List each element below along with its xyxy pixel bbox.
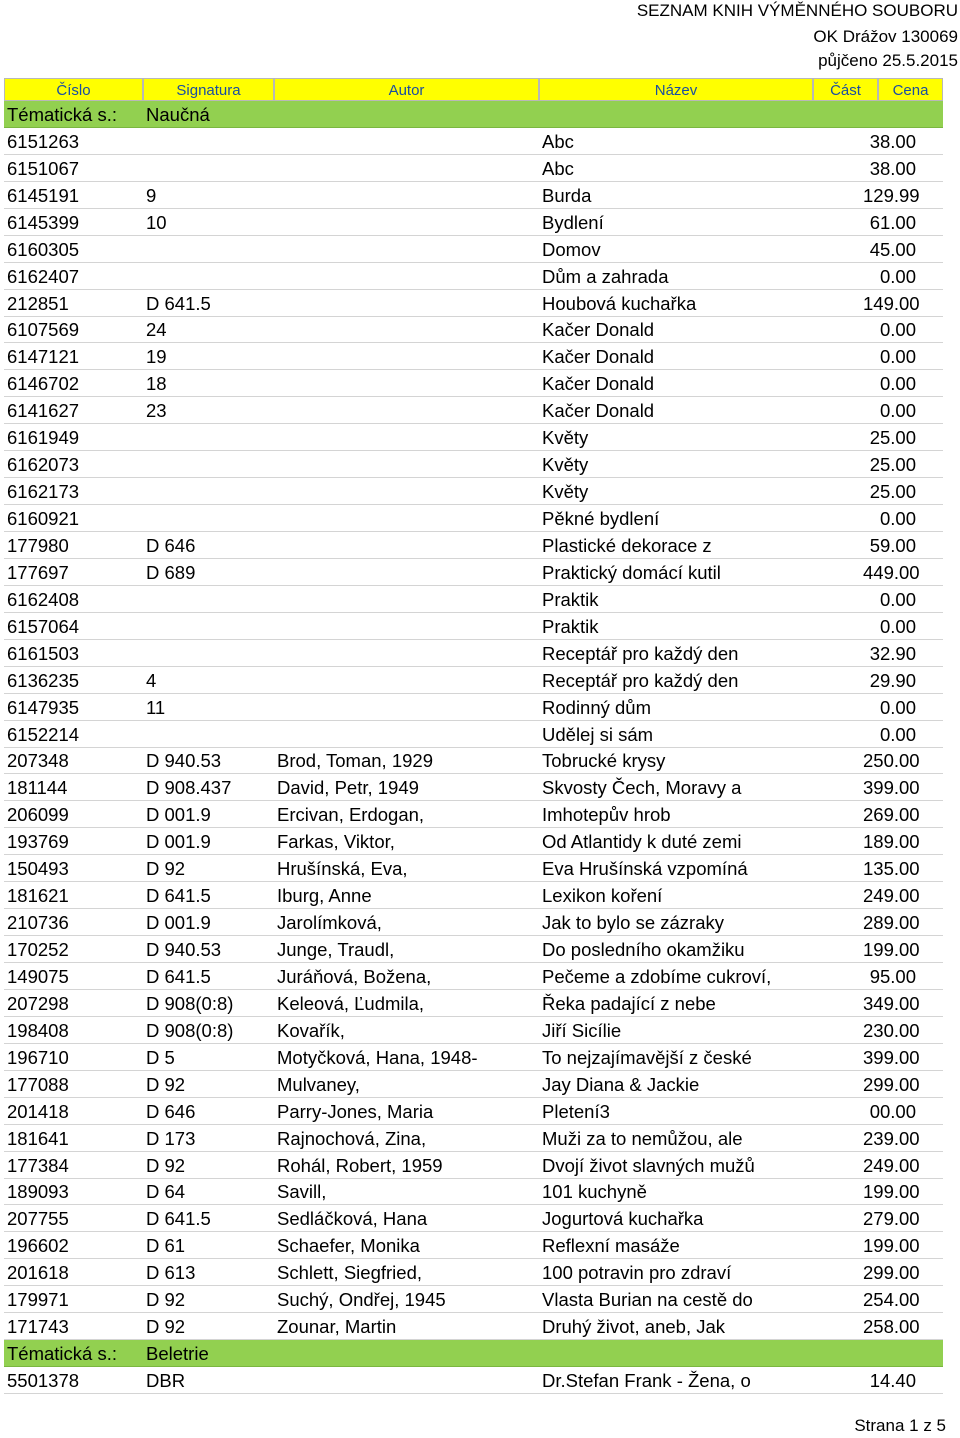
cell-signatura: D 641.5 bbox=[146, 885, 211, 907]
cell-nazev: Od Atlantidy k duté zemi bbox=[542, 831, 742, 853]
cell-cislo: 206099 bbox=[7, 804, 69, 826]
cell-autor: Ercivan, Erdogan, bbox=[277, 804, 425, 826]
cell-cislo: 149075 bbox=[7, 965, 69, 987]
cell-autor: Brod, Toman, 1929 bbox=[277, 750, 433, 772]
cell-cislo: 181144 bbox=[7, 777, 68, 799]
cell-autor bbox=[274, 207, 539, 208]
cell-cena: 25.00 bbox=[869, 454, 916, 476]
cell-signatura: D 92 bbox=[146, 1316, 186, 1338]
cell-autor bbox=[274, 665, 539, 666]
cell-cislo: 179971 bbox=[7, 1289, 69, 1311]
cell-autor bbox=[274, 719, 539, 720]
table-row bbox=[4, 613, 943, 640]
cell-nazev: Jogurtová kuchařka bbox=[542, 1208, 704, 1230]
cell-nazev: Eva Hrušínská vzpomíná bbox=[542, 858, 748, 880]
cell-nazev: Plastické dekorace z bbox=[542, 534, 712, 556]
cell-nazev: Květy bbox=[542, 454, 589, 476]
cell-nazev: Jiří Sicílie bbox=[542, 1019, 622, 1041]
cell-signatura: D 92 bbox=[146, 1289, 186, 1311]
cell-cena: 0.00 bbox=[879, 373, 916, 395]
cell-signatura: 11 bbox=[146, 696, 166, 718]
cell-signatura bbox=[143, 449, 274, 450]
cell-nazev: Květy bbox=[542, 481, 589, 503]
cell-autor bbox=[274, 692, 539, 693]
cell-signatura bbox=[143, 261, 274, 262]
table-row bbox=[4, 855, 943, 882]
cell-signatura: D 001.9 bbox=[146, 831, 211, 853]
cell-cena: 0.00 bbox=[879, 265, 916, 287]
cell-signatura bbox=[143, 180, 274, 181]
table-row bbox=[4, 1232, 943, 1259]
cell-cislo: 177697 bbox=[7, 561, 69, 583]
cell-signatura: D 641.5 bbox=[146, 292, 211, 314]
cell-autor: Parry-Jones, Maria bbox=[277, 1100, 434, 1122]
cell-cislo: 177088 bbox=[7, 1073, 69, 1095]
cell-cena: 250.00 bbox=[863, 750, 920, 772]
cell-cislo: 6162407 bbox=[7, 265, 80, 287]
cell-nazev: Dr.Stefan Frank - Žena, o bbox=[542, 1370, 751, 1391]
cell-signatura: D 92 bbox=[146, 858, 186, 880]
section-header-row bbox=[4, 101, 943, 128]
table-row bbox=[4, 667, 943, 694]
cell-cena: 269.00 bbox=[863, 804, 920, 826]
cell-cislo: 6145191 bbox=[7, 184, 80, 206]
column-header-cena: Cena bbox=[878, 78, 943, 101]
table-row bbox=[4, 748, 943, 775]
cell-signatura: DBR bbox=[146, 1370, 186, 1391]
cell-nazev: Do posledního okamžiku bbox=[542, 939, 745, 960]
table-row bbox=[4, 317, 943, 344]
cell-cena: 0.00 bbox=[879, 346, 916, 368]
cell-cislo: 181621 bbox=[7, 885, 69, 907]
cell-cena: 14.40 bbox=[869, 1370, 916, 1391]
table-row bbox=[4, 882, 943, 909]
cell-nazev: Pěkné bydlení bbox=[542, 508, 660, 529]
table-row bbox=[4, 801, 943, 828]
cell-nazev: Kačer Donald bbox=[542, 346, 655, 368]
cell-cislo: 212851 bbox=[7, 292, 69, 314]
cell-autor bbox=[274, 315, 539, 316]
cell-signatura: D 001.9 bbox=[146, 912, 211, 934]
table-row bbox=[4, 1071, 943, 1098]
cell-autor bbox=[274, 234, 539, 235]
section-label: Tématická s.: bbox=[7, 103, 117, 125]
cell-cislo: 6136235 bbox=[7, 669, 80, 691]
cell-cislo: 6160921 bbox=[7, 508, 80, 529]
cell-cena: 258.00 bbox=[863, 1316, 920, 1338]
cell-autor bbox=[274, 288, 539, 289]
cell-cislo: 6160305 bbox=[7, 238, 80, 260]
cell-cislo: 177384 bbox=[7, 1154, 69, 1176]
table-row bbox=[4, 478, 943, 505]
cell-cena: 0.00 bbox=[879, 723, 916, 745]
cell-signatura bbox=[143, 288, 274, 289]
cell-cena: 45.00 bbox=[869, 238, 916, 260]
cell-cena: 0.00 bbox=[879, 615, 916, 637]
table-row bbox=[4, 721, 943, 748]
cell-nazev: 101 kuchyně bbox=[542, 1181, 647, 1203]
cell-cislo: 201418 bbox=[7, 1100, 69, 1122]
cell-cena: 38.00 bbox=[869, 130, 916, 152]
cell-signatura: D 92 bbox=[146, 1154, 186, 1176]
table-row bbox=[4, 828, 943, 855]
cell-cislo: 6107569 bbox=[7, 319, 80, 341]
section-header-row bbox=[4, 1340, 943, 1367]
cell-nazev: Bydlení bbox=[542, 211, 604, 233]
table-row bbox=[4, 640, 943, 667]
cell-nazev: Kačer Donald bbox=[542, 373, 655, 395]
table-row bbox=[4, 263, 943, 290]
column-header-autor: Autor bbox=[274, 78, 539, 101]
cell-signatura: D 689 bbox=[146, 561, 196, 583]
cell-autor: Iburg, Anne bbox=[277, 885, 372, 907]
cell-autor: Kovařík, bbox=[277, 1019, 345, 1041]
cell-autor bbox=[274, 422, 539, 423]
cell-nazev: Reflexní masáže bbox=[542, 1235, 680, 1257]
cell-cena: 199.00 bbox=[863, 1235, 920, 1257]
cell-cena: 129.99 bbox=[863, 184, 920, 206]
cell-nazev: Domov bbox=[542, 238, 601, 260]
table-row bbox=[4, 1205, 943, 1232]
cell-cislo: 6147121 bbox=[7, 346, 80, 368]
table-row bbox=[4, 370, 943, 397]
cell-nazev: Rodinný dům bbox=[542, 696, 652, 718]
cell-cislo: 6146702 bbox=[7, 373, 80, 395]
cell-signatura: 10 bbox=[146, 211, 167, 233]
cell-cislo: 170252 bbox=[7, 939, 69, 960]
table-row bbox=[4, 990, 943, 1017]
cell-signatura: D 940.53 bbox=[146, 750, 222, 772]
cell-autor: Savill, bbox=[277, 1181, 327, 1203]
cell-cislo: 189093 bbox=[7, 1181, 69, 1203]
cell-nazev: Květy bbox=[542, 427, 589, 449]
cell-autor bbox=[274, 1392, 539, 1393]
table-row bbox=[4, 290, 943, 317]
table-row bbox=[4, 963, 943, 990]
table-row bbox=[4, 128, 943, 155]
document-title: SEZNAM KNIH VÝMĚNNÉHO SOUBORU bbox=[636, 1, 958, 20]
table-row bbox=[4, 1044, 943, 1071]
cell-cislo: 6161949 bbox=[7, 427, 80, 449]
cell-cislo: 181641 bbox=[7, 1127, 69, 1149]
cell-autor: Junge, Traudl, bbox=[277, 939, 395, 960]
cell-autor: Jarolímková, bbox=[277, 912, 382, 934]
cell-cislo: 6162173 bbox=[7, 481, 80, 503]
cell-cena: 249.00 bbox=[863, 885, 920, 907]
cell-cena: 199.00 bbox=[863, 1181, 920, 1203]
cell-signatura bbox=[143, 153, 274, 154]
table-row bbox=[4, 424, 943, 451]
column-header-cast: Část bbox=[813, 78, 878, 101]
cell-nazev: Abc bbox=[542, 130, 574, 152]
cell-signatura: D 173 bbox=[146, 1127, 196, 1149]
table-row bbox=[4, 1152, 943, 1179]
cell-nazev: Imhotepův hrob bbox=[542, 804, 671, 826]
table-row bbox=[4, 1017, 943, 1044]
cell-cena: 29.90 bbox=[869, 669, 916, 691]
cell-nazev: Dvojí život slavných mužů bbox=[542, 1154, 755, 1176]
cell-signatura: D 613 bbox=[146, 1262, 196, 1284]
cell-cislo: 6141627 bbox=[7, 400, 80, 422]
cell-nazev: Pletení3 bbox=[542, 1100, 610, 1122]
cell-autor: Farkas, Viktor, bbox=[277, 831, 395, 853]
cell-cena: 199.00 bbox=[863, 939, 920, 960]
column-header-cislo: Číslo bbox=[4, 78, 143, 101]
cell-autor bbox=[274, 530, 539, 531]
cell-signatura: D 5 bbox=[146, 1046, 175, 1068]
cell-nazev: Pečeme a zdobíme cukroví, bbox=[542, 965, 772, 987]
cell-cislo: 171743 bbox=[7, 1316, 69, 1338]
cell-nazev: Abc bbox=[542, 157, 574, 179]
cell-autor: Zounar, Martin bbox=[277, 1316, 397, 1338]
cell-cislo: 5501378 bbox=[7, 1370, 80, 1391]
cell-nazev: Tobrucké krysy bbox=[542, 750, 666, 772]
cell-autor bbox=[274, 180, 539, 181]
cell-cena: 149.00 bbox=[863, 292, 920, 314]
column-header-row bbox=[4, 78, 943, 101]
cell-cislo: 196710 bbox=[7, 1046, 69, 1068]
book-table bbox=[4, 101, 943, 1394]
cell-cislo: 201618 bbox=[7, 1262, 69, 1284]
cell-nazev: Skvosty Čech, Moravy a bbox=[542, 777, 742, 799]
cell-cislo: 6147935 bbox=[7, 696, 80, 718]
table-row bbox=[4, 1313, 943, 1340]
cell-nazev: Praktik bbox=[542, 588, 599, 610]
cell-autor: David, Petr, 1949 bbox=[277, 777, 419, 799]
cell-nazev: Jay Diana & Jackie bbox=[542, 1073, 700, 1095]
column-header-nazev: Název bbox=[539, 78, 813, 101]
cell-autor: Schlett, Siegfried, bbox=[277, 1262, 422, 1284]
table-row bbox=[4, 209, 943, 236]
cell-nazev: Řeka padající z nebe bbox=[542, 992, 716, 1014]
cell-signatura bbox=[143, 530, 274, 531]
cell-signatura: 4 bbox=[146, 669, 157, 691]
cell-cislo: 207755 bbox=[7, 1208, 69, 1230]
cell-signatura: D 001.9 bbox=[146, 804, 211, 826]
cell-cena: 189.00 bbox=[863, 831, 920, 853]
cell-cislo: 6157064 bbox=[7, 615, 80, 637]
cell-nazev: Receptář pro každý den bbox=[542, 642, 739, 664]
cell-cislo: 6162073 bbox=[7, 454, 80, 476]
table-row bbox=[4, 936, 943, 963]
section-name: Naučná bbox=[146, 103, 210, 125]
cell-nazev: Kačer Donald bbox=[542, 319, 655, 341]
cell-nazev: Burda bbox=[542, 184, 592, 206]
cell-nazev: Kačer Donald bbox=[542, 400, 655, 422]
cell-nazev: Muži za to nemůžou, ale bbox=[542, 1127, 743, 1149]
cell-autor: Juráňová, Božena, bbox=[277, 965, 432, 987]
cell-signatura: D 646 bbox=[146, 534, 196, 556]
cell-autor: Suchý, Ondřej, 1945 bbox=[277, 1289, 446, 1311]
cell-cena: 299.00 bbox=[863, 1262, 920, 1284]
cell-cena: 0.00 bbox=[879, 696, 916, 718]
table-row bbox=[4, 1367, 943, 1394]
cell-signatura: D 646 bbox=[146, 1100, 196, 1122]
cell-nazev: Druhý život, aneb, Jak bbox=[542, 1316, 726, 1338]
cell-signatura bbox=[143, 503, 274, 504]
cell-autor bbox=[274, 153, 539, 154]
cell-nazev: Houbová kuchařka bbox=[542, 292, 697, 314]
cell-signatura bbox=[143, 611, 274, 612]
cell-signatura: D 908(0:8) bbox=[146, 992, 234, 1014]
table-row bbox=[4, 236, 943, 263]
cell-signatura: D 940.53 bbox=[146, 939, 222, 960]
cell-autor bbox=[274, 449, 539, 450]
table-row bbox=[4, 909, 943, 936]
cell-autor: Rohál, Robert, 1959 bbox=[277, 1154, 443, 1176]
cell-autor: Keleová, Ľudmila, bbox=[277, 992, 425, 1014]
cell-cena: 289.00 bbox=[863, 912, 920, 934]
cell-nazev: 100 potravin pro zdraví bbox=[542, 1262, 732, 1284]
cell-cena: 61.00 bbox=[869, 211, 916, 233]
cell-signatura: 9 bbox=[146, 184, 157, 206]
cell-cena: 230.00 bbox=[863, 1019, 920, 1041]
table-row bbox=[4, 1125, 943, 1152]
cell-signatura: D 64 bbox=[146, 1181, 186, 1203]
cell-nazev: Dům a zahrada bbox=[542, 265, 669, 287]
cell-nazev: Praktik bbox=[542, 615, 599, 637]
cell-signatura: D 92 bbox=[146, 1073, 186, 1095]
section-name: Beletrie bbox=[146, 1343, 209, 1365]
loan-date: půjčeno 25.5.2015 bbox=[818, 51, 958, 70]
cell-autor bbox=[274, 746, 539, 747]
cell-cislo: 6162408 bbox=[7, 588, 80, 610]
cell-cena: 254.00 bbox=[863, 1289, 920, 1311]
cell-cena: 135.00 bbox=[863, 858, 920, 880]
cell-cena: 59.00 bbox=[869, 534, 916, 556]
cell-cena: 449.00 bbox=[863, 561, 920, 583]
cell-cislo: 150493 bbox=[7, 858, 69, 880]
cell-cena: 279.00 bbox=[863, 1208, 920, 1230]
cell-cena: 0.00 bbox=[879, 508, 916, 529]
cell-signatura: D 908.437 bbox=[146, 777, 232, 799]
cell-cena: 399.00 bbox=[863, 777, 920, 799]
column-header-signatura: Signatura bbox=[143, 78, 274, 101]
cell-autor: Rajnochová, Zina, bbox=[277, 1127, 427, 1149]
cell-cislo: 6145399 bbox=[7, 211, 80, 233]
section-label: Tématická s.: bbox=[7, 1343, 117, 1365]
cell-cena: 299.00 bbox=[863, 1073, 920, 1095]
cell-signatura bbox=[143, 476, 274, 477]
cell-cena: 0.00 bbox=[879, 588, 916, 610]
cell-nazev: Praktický domácí kutil bbox=[542, 561, 721, 583]
cell-cislo: 6152214 bbox=[7, 723, 80, 745]
table-row bbox=[4, 586, 943, 613]
cell-autor: Hrušínská, Eva, bbox=[277, 858, 408, 880]
library-code: OK Drážov 130069 bbox=[813, 27, 958, 46]
cell-autor bbox=[274, 341, 539, 342]
table-row bbox=[4, 559, 943, 586]
cell-cislo: 207298 bbox=[7, 992, 69, 1014]
table-row bbox=[4, 694, 943, 721]
cell-cislo: 196602 bbox=[7, 1235, 69, 1257]
cell-autor bbox=[274, 261, 539, 262]
table-row bbox=[4, 1286, 943, 1313]
cell-autor bbox=[274, 584, 539, 585]
cell-autor bbox=[274, 476, 539, 477]
cell-cislo: 198408 bbox=[7, 1019, 69, 1041]
cell-nazev: To nejzajímavější z české bbox=[542, 1046, 752, 1068]
cell-nazev: Lexikon koření bbox=[542, 885, 663, 907]
cell-signatura: D 908(0:8) bbox=[146, 1019, 234, 1041]
cell-signatura: D 641.5 bbox=[146, 965, 211, 987]
cell-signatura: D 641.5 bbox=[146, 1208, 211, 1230]
cell-signatura bbox=[143, 665, 274, 666]
cell-cena: 349.00 bbox=[863, 992, 920, 1014]
cell-nazev: Udělej si sám bbox=[542, 723, 654, 745]
cell-cena: 95.00 bbox=[869, 965, 916, 987]
table-row bbox=[4, 532, 943, 559]
cell-cena: 00.00 bbox=[869, 1100, 916, 1122]
cell-cislo: 210736 bbox=[7, 912, 69, 934]
table-row bbox=[4, 774, 943, 801]
page-number: Strana 1 z 5 bbox=[854, 1416, 946, 1435]
table-row bbox=[4, 1098, 943, 1125]
table-row bbox=[4, 182, 943, 209]
cell-autor bbox=[274, 611, 539, 612]
cell-signatura bbox=[143, 746, 274, 747]
cell-autor: Mulvaney, bbox=[277, 1073, 360, 1095]
cell-cislo: 207348 bbox=[7, 750, 69, 772]
cell-signatura bbox=[143, 638, 274, 639]
cell-cena: 25.00 bbox=[869, 481, 916, 503]
cell-cislo: 6161503 bbox=[7, 642, 80, 664]
cell-autor: Schaefer, Monika bbox=[277, 1235, 420, 1257]
cell-cislo: 6151263 bbox=[7, 130, 80, 152]
cell-autor: Sedláčková, Hana bbox=[277, 1208, 428, 1230]
cell-autor bbox=[274, 638, 539, 639]
cell-cena: 0.00 bbox=[879, 400, 916, 422]
cell-cislo: 6151067 bbox=[7, 157, 80, 179]
cell-cena: 249.00 bbox=[863, 1154, 920, 1176]
cell-cena: 239.00 bbox=[863, 1127, 920, 1149]
cell-autor bbox=[274, 368, 539, 369]
cell-signatura: 18 bbox=[146, 373, 167, 395]
table-row bbox=[4, 155, 943, 182]
table-row bbox=[4, 397, 943, 424]
cell-nazev: Receptář pro každý den bbox=[542, 669, 739, 691]
table-row bbox=[4, 451, 943, 478]
cell-cena: 399.00 bbox=[863, 1046, 920, 1068]
cell-cislo: 193769 bbox=[7, 831, 69, 853]
table-row bbox=[4, 505, 943, 532]
cell-signatura: 24 bbox=[146, 319, 167, 341]
table-row bbox=[4, 1179, 943, 1206]
cell-cena: 0.00 bbox=[879, 319, 916, 341]
cell-signatura: 23 bbox=[146, 400, 167, 422]
cell-signatura: D 61 bbox=[146, 1235, 186, 1257]
cell-cena: 25.00 bbox=[869, 427, 916, 449]
cell-autor bbox=[274, 503, 539, 504]
cell-cena: 32.90 bbox=[869, 642, 916, 664]
cell-autor: Motyčková, Hana, 1948- bbox=[277, 1046, 478, 1068]
table-row bbox=[4, 1259, 943, 1286]
cell-autor bbox=[274, 395, 539, 396]
table-row bbox=[4, 343, 943, 370]
cell-nazev: Jak to bylo se zázraky bbox=[542, 912, 724, 934]
cell-signatura: 19 bbox=[146, 346, 167, 368]
cell-autor bbox=[274, 557, 539, 558]
cell-cislo: 177980 bbox=[7, 534, 69, 556]
cell-cena: 38.00 bbox=[869, 157, 916, 179]
cell-nazev: Vlasta Burian na cestě do bbox=[542, 1289, 753, 1311]
